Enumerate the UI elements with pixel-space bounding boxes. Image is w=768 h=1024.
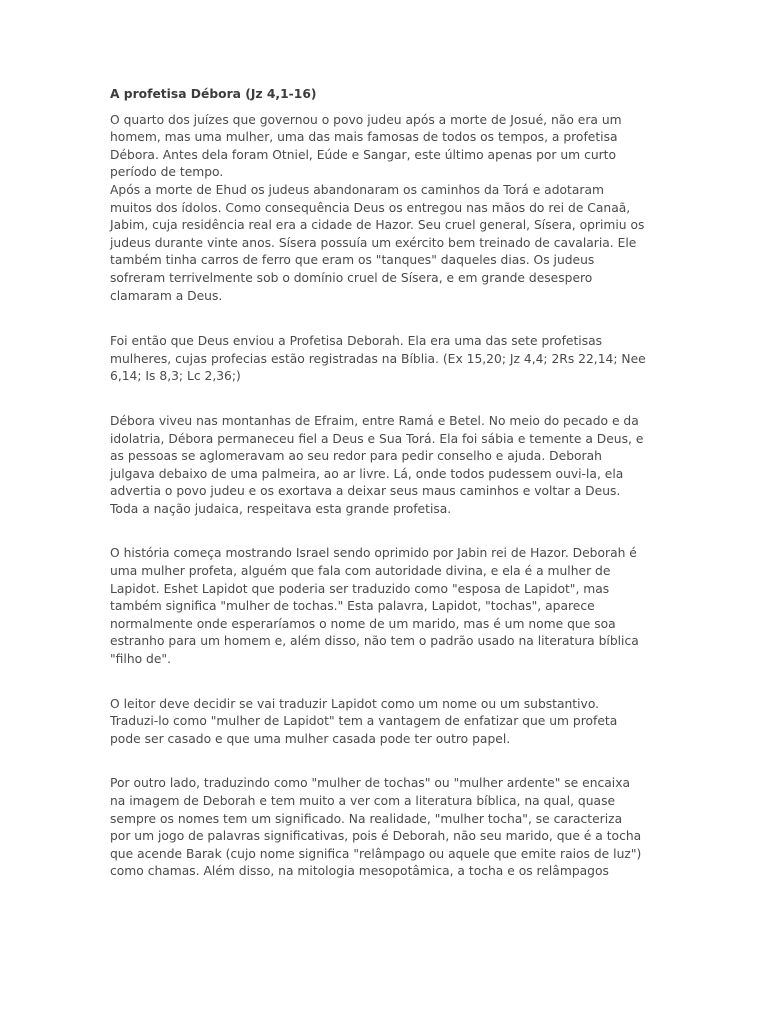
paragraph-line: período de tempo. — [110, 165, 224, 180]
paragraph-line: as pessoas se aglomeravam ao seu redor para pedir conselho e ajuda. Deborah — [110, 449, 602, 464]
paragraph-line: sofreram terrivelmente sob o domínio cruel de Sísera, e em grande desespero — [110, 270, 593, 285]
paragraph-line: julgava debaixo de uma palmeira, ao ar livre. Lá, onde todos pudessem ouvi-la, ela — [110, 466, 624, 481]
paragraph-line: por um jogo de palavras significativas, pois é Deborah, não seu marido, que é a tocha — [110, 829, 642, 844]
paragraph-line: Toda a nação judaica, respeitava esta grande profetisa. — [110, 501, 452, 516]
document-page — [110, 86, 658, 881]
paragraph-line: muitos dos ídolos. Como consequência Deus os entregou nas mãos do rei de Canaã, — [110, 200, 631, 215]
paragraph-line: advertia o povo judeu e os exortava a deixar seus maus caminhos e voltar a Deus. — [110, 484, 621, 499]
paragraph-line: idolatria, Débora permaneceu fiel a Deus e Sua Torá. Ela foi sábia e temente a Deus, e — [110, 431, 644, 446]
paragraph-line: normalmente onde esperaríamos o nome de um marido, mas é um nome que soa — [110, 616, 616, 631]
paragraph-line: O leitor deve decidir se vai traduzir Lapidot como um nome ou um substantivo. — [110, 696, 600, 711]
paragraph-line: pode ser casado e que uma mulher casada pode ter outro papel. — [110, 731, 511, 746]
paragraph-6 — [110, 775, 658, 881]
paragraph-line: Foi então que Deus enviou a Profetisa Deborah. Ela era uma das sete profetisas — [110, 334, 603, 349]
paragraph-line: Após a morte de Ehud os judeus abandonaram os caminhos da Torá e adotaram — [110, 182, 604, 197]
paragraph-line: Traduzi-lo como "mulher de Lapidot" tem a vantagem de enfatizar que um profeta — [110, 714, 618, 729]
paragraph-line: como chamas. Além disso, na mitologia mesopotâmica, a tocha e os relâmpagos — [110, 864, 609, 879]
paragraph-line: na imagem de Deborah e tem muito a ver com a literatura bíblica, na qual, quase — [110, 794, 616, 808]
paragraph-line: Por outro lado, traduzindo como "mulher de tochas" ou "mulher ardente" se encaixa — [110, 776, 631, 791]
paragraph-3 — [110, 413, 658, 519]
paragraph-line: que acende Barak (cujo nome significa "relâmpago ou aquele que emite raios de luz") — [110, 846, 642, 861]
paragraph-line: judeus durante vinte anos. Sísera possuía um exército bem treinado de cavalaria. Ele — [110, 235, 637, 250]
paragraph-line: também tinha carros de ferro que eram os "tanques" daqueles dias. Os judeus — [110, 253, 595, 268]
paragraph-line: também significa "mulher de tochas." Esta palavra, Lapidot, "tochas", aparece — [110, 599, 595, 614]
paragraph-line: uma mulher profeta, alguém que fala com autoridade divina, e ela é a mulher de — [110, 564, 611, 579]
paragraph-line: Débora. Antes dela foram Otniel, Eúde e Sangar, este último apenas por um curto — [110, 147, 617, 162]
paragraph-line: clamaram a Deus. — [110, 288, 223, 303]
paragraph-1 — [110, 112, 658, 306]
paragraph-line: "filho de". — [110, 652, 171, 667]
paragraph-4 — [110, 545, 658, 668]
paragraph-2 — [110, 333, 658, 386]
paragraph-line: homem, mas uma mulher, uma das mais famosas de todos os tempos, a profetisa — [110, 130, 618, 145]
paragraph-5 — [110, 696, 658, 749]
paragraph-line: O quarto dos juízes que governou o povo judeu após a morte de Josué, não era um — [110, 112, 622, 127]
paragraph-line: Débora viveu nas montanhas de Efraim, entre Ramá e Betel. No meio do pecado e da — [110, 413, 639, 428]
document-title: A profetisa Débora (Jz 4,1-16) — [110, 87, 317, 101]
paragraph-line: Lapidot. Eshet Lapidot que poderia ser traduzido como "esposa de Lapidot", mas — [110, 581, 610, 596]
paragraph-line: sempre os nomes tem um significado. Na realidade, "mulher tocha", se caracteriza — [110, 811, 623, 826]
paragraph-line: 6,14; Is 8,3; Lc 2,36;) — [110, 369, 241, 384]
paragraph-line: estranho para um homem e, além disso, não tem o padrão usado na literatura bíblica — [110, 634, 639, 649]
paragraph-line: O história começa mostrando Israel sendo oprimido por Jabin rei de Hazor. Deborah é — [110, 546, 637, 561]
paragraph-line: Jabim, cuja residência real era a cidade de Hazor. Seu cruel general, Sísera, oprimiu os — [110, 218, 645, 233]
paragraph-line: mulheres, cujas profecias estão registradas na Bíblia. (Ex 15,20; Jz 4,4; 2Rs 22,14; Nee — [110, 351, 646, 366]
